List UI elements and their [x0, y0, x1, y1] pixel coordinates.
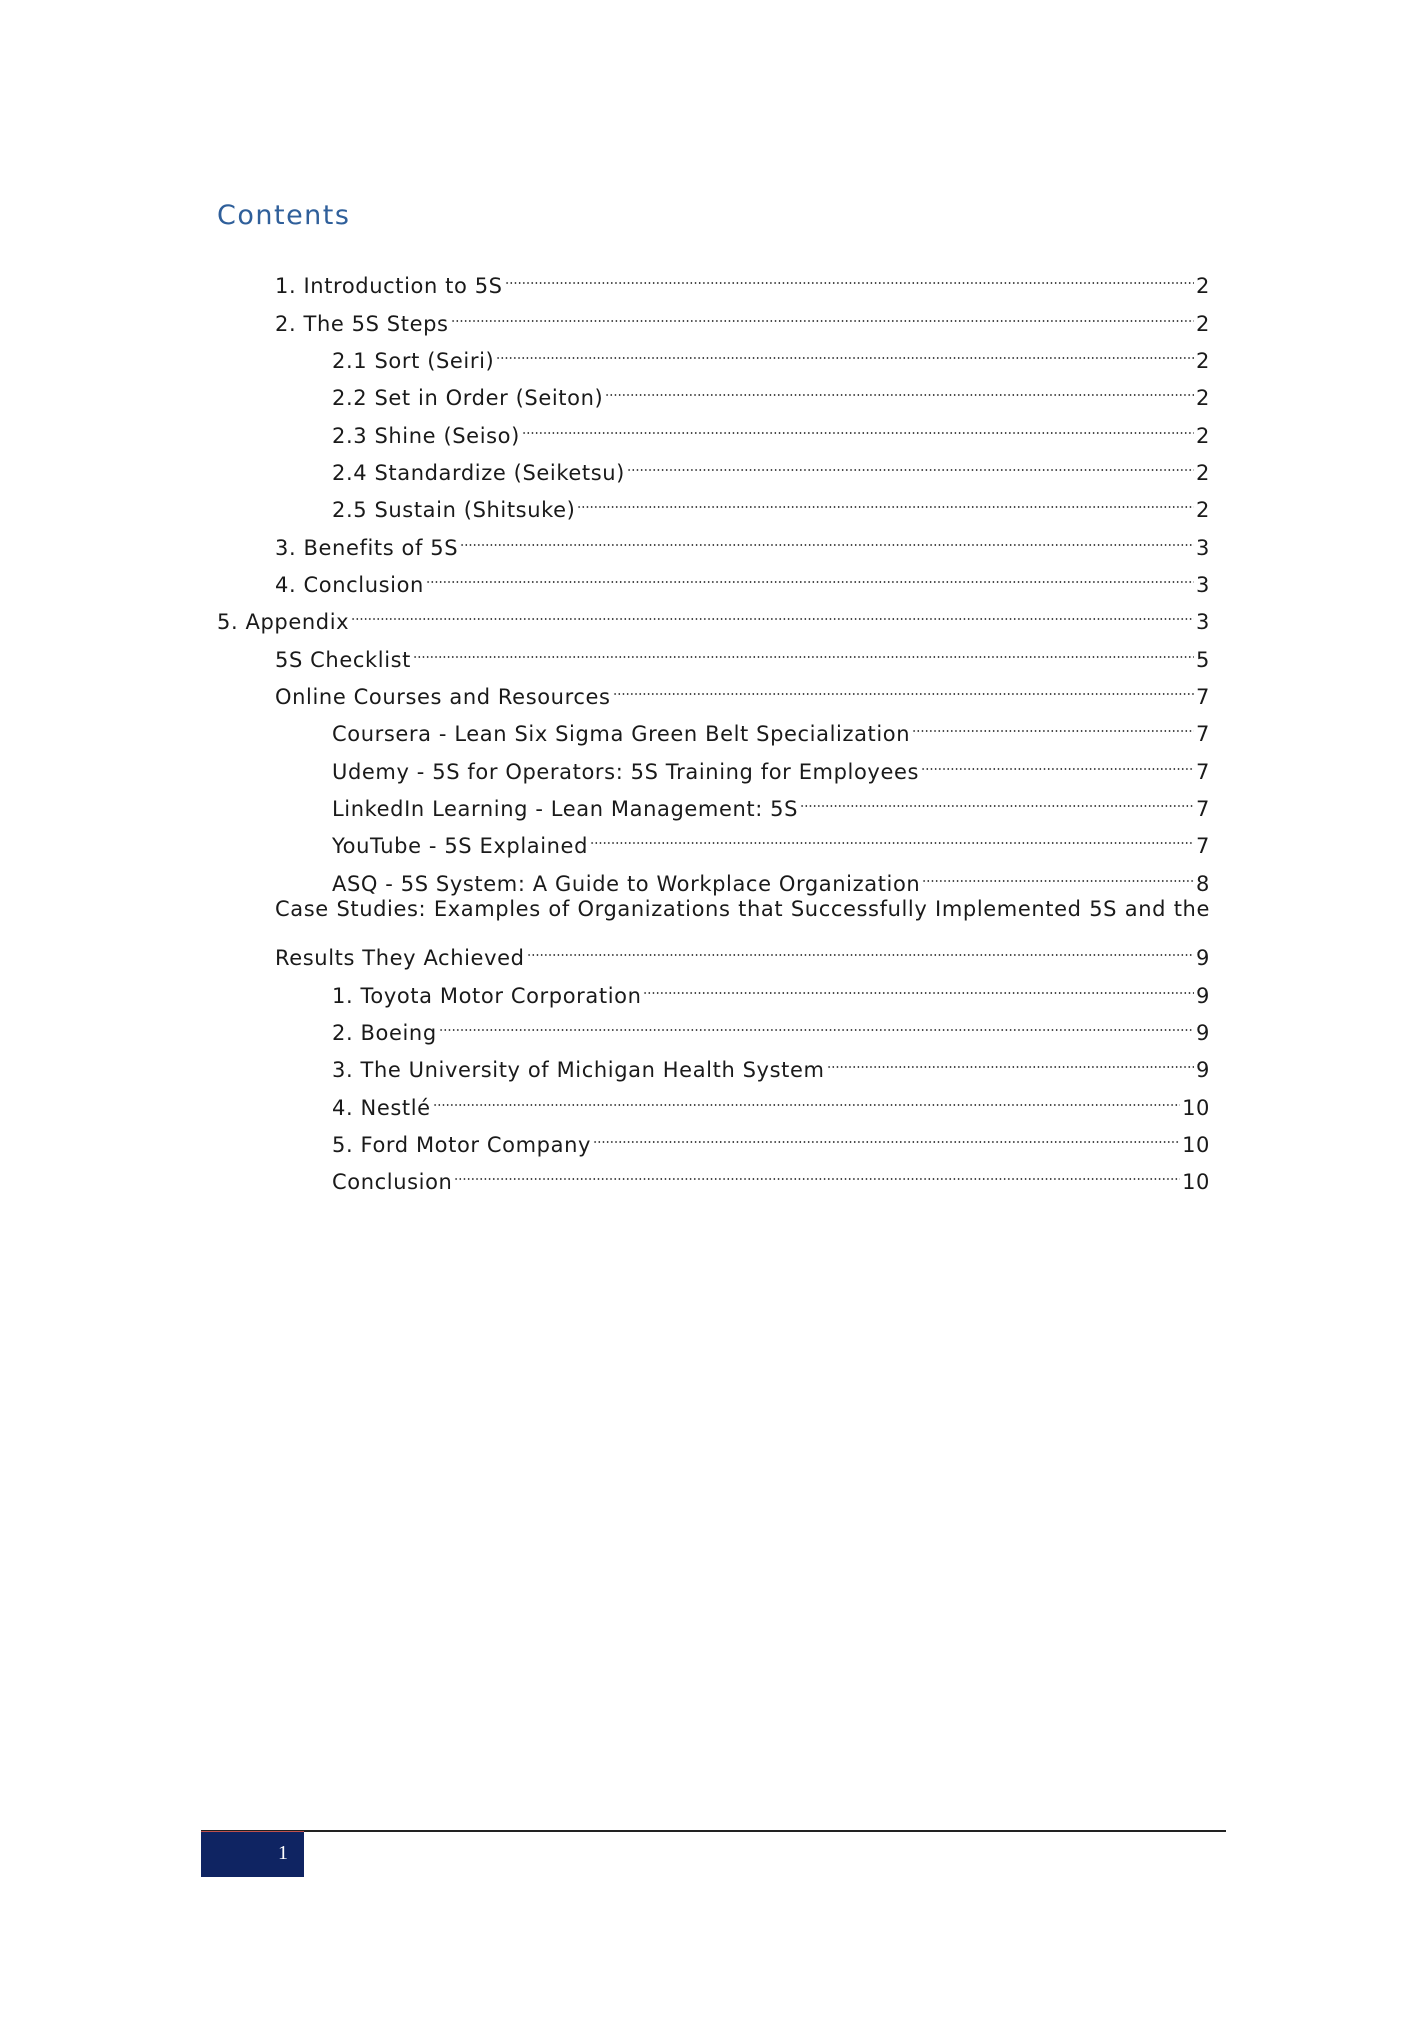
dot-leader [800, 779, 1194, 816]
toc-entry-label: 1. Toyota Motor Corporation [332, 983, 642, 1008]
dot-leader [605, 368, 1194, 405]
toc-entry-umich-health[interactable] [217, 1040, 1210, 1083]
dot-leader [439, 1003, 1194, 1040]
toc-entry-page: 9 [1196, 983, 1210, 1008]
toc-entry-page: 7 [1196, 796, 1210, 821]
dot-leader [577, 480, 1194, 517]
dot-leader [921, 741, 1194, 778]
toc-entry-page: 2 [1196, 311, 1210, 336]
toc-entry-label: 4. Conclusion [275, 572, 424, 597]
toc-entry-asq[interactable] [217, 853, 1210, 896]
footer-rule [201, 1830, 1226, 1832]
toc-entry-label: Udemy - 5S for Operators: 5S Training for Employees [332, 759, 920, 784]
toc-entry-label: 3. Benefits of 5S [275, 535, 459, 560]
toc-entry-label: Conclusion [332, 1170, 453, 1195]
toc-entry-label: 2.3 Shine (Seiso) [332, 423, 520, 448]
toc-entry-page: 9 [1196, 1058, 1210, 1083]
toc-entry-label: 2. The 5S Steps [275, 311, 449, 336]
toc-entry-label: 3. The University of Michigan Health System [332, 1058, 825, 1083]
dot-leader [460, 517, 1194, 554]
dot-leader [433, 1077, 1180, 1114]
dot-leader [451, 293, 1194, 330]
toc-entry-label: 2.2 Set in Order (Seiton) [332, 386, 604, 411]
dot-leader [643, 965, 1194, 1002]
dot-leader [522, 405, 1194, 442]
toc-entry-label: 2.1 Sort (Seiri) [332, 348, 495, 373]
toc-entry-label: 5. Appendix [217, 610, 350, 635]
toc-entry-case-conclusion[interactable] [217, 1152, 1210, 1195]
toc-entry-page: 10 [1182, 1170, 1210, 1195]
toc-entry-page: 7 [1196, 722, 1210, 747]
toc-entry-label: 2.4 Standardize (Seiketsu) [332, 460, 625, 485]
toc-entry-page: 3 [1196, 610, 1210, 635]
dot-leader [454, 1152, 1180, 1189]
toc-entry-page: 3 [1196, 572, 1210, 597]
toc-entry-label: 2. Boeing [332, 1020, 437, 1045]
table-of-contents [217, 256, 1210, 1195]
toc-entry-case-studies-line1[interactable] [217, 891, 1210, 928]
toc-entry-ford[interactable] [217, 1115, 1210, 1157]
toc-title: Contents [217, 200, 351, 231]
toc-entry-shine[interactable] [217, 405, 1210, 448]
toc-entry-label: 5. Ford Motor Company [332, 1132, 592, 1157]
toc-entry-5s-steps[interactable] [217, 293, 1210, 336]
page-number: 1 [278, 1842, 288, 1864]
toc-entry-case-studies[interactable] [217, 928, 1210, 971]
toc-entry-label: 1. Introduction to 5S [275, 274, 503, 299]
toc-entry-page: 2 [1196, 386, 1210, 411]
toc-entry-online-courses[interactable] [217, 667, 1210, 709]
dot-leader [590, 816, 1194, 853]
dot-leader [351, 592, 1194, 629]
footer-page-box [201, 1831, 304, 1877]
toc-entry-page: 3 [1196, 535, 1210, 560]
toc-entry-introduction[interactable] [217, 256, 1210, 299]
toc-entry-page: 2 [1196, 423, 1210, 448]
toc-entry-label: Results They Achieved [275, 946, 525, 971]
dot-leader [627, 443, 1194, 480]
toc-entry-label: YouTube - 5S Explained [332, 834, 589, 859]
toc-entry-label: Case Studies: Examples of Organizations that Successfully Implemented 5S and the [275, 896, 1210, 921]
toc-entry-appendix[interactable] [217, 592, 1210, 635]
toc-entry-nestle[interactable] [217, 1077, 1210, 1120]
toc-entry-label: 5S Checklist [275, 647, 412, 672]
toc-entry-sustain[interactable] [217, 480, 1210, 523]
toc-entry-page: 7 [1196, 759, 1210, 784]
toc-entry-page: 2 [1196, 460, 1210, 485]
toc-entry-page: 9 [1196, 1020, 1210, 1045]
toc-entry-conclusion[interactable] [217, 555, 1210, 597]
toc-entry-page: 7 [1196, 834, 1210, 859]
toc-entry-page: 5 [1196, 647, 1210, 672]
dot-leader [413, 629, 1194, 666]
dot-leader [426, 555, 1194, 592]
toc-entry-page: 2 [1196, 274, 1210, 299]
dot-leader [505, 256, 1194, 293]
toc-entry-page: 2 [1196, 498, 1210, 523]
toc-entry-label: LinkedIn Learning - Lean Management: 5S [332, 796, 799, 821]
dot-leader [613, 667, 1194, 704]
toc-entry-sort[interactable] [217, 331, 1210, 373]
toc-entry-label: 4. Nestlé [332, 1095, 431, 1120]
toc-entry-page: 2 [1196, 348, 1210, 373]
toc-entry-label: Online Courses and Resources [275, 684, 611, 709]
dot-leader [527, 928, 1194, 965]
toc-entry-coursera[interactable] [217, 704, 1210, 747]
toc-entry-benefits[interactable] [217, 517, 1210, 560]
toc-entry-linkedin-learning[interactable] [217, 779, 1210, 821]
toc-entry-page: 10 [1182, 1095, 1210, 1120]
toc-entry-label: Coursera - Lean Six Sigma Green Belt Specialization [332, 722, 911, 747]
toc-entry-page: 9 [1196, 946, 1210, 971]
toc-entry-udemy[interactable] [217, 741, 1210, 784]
dot-leader [827, 1040, 1194, 1077]
toc-entry-page: 7 [1196, 684, 1210, 709]
toc-entry-standardize[interactable] [217, 443, 1210, 485]
toc-entry-toyota[interactable] [217, 965, 1210, 1008]
dot-leader [912, 704, 1194, 741]
toc-entry-5s-checklist[interactable] [217, 629, 1210, 672]
toc-entry-boeing[interactable] [217, 1003, 1210, 1045]
toc-entry-page: 10 [1182, 1132, 1210, 1157]
dot-leader [593, 1115, 1180, 1152]
toc-entry-label: 2.5 Sustain (Shitsuke) [332, 498, 576, 523]
dot-leader [496, 331, 1194, 368]
toc-entry-label: ASQ - 5S System: A Guide to Workplace Organization [332, 871, 921, 896]
toc-entry-set-in-order[interactable] [217, 368, 1210, 411]
dot-leader [922, 853, 1194, 890]
toc-entry-page: 8 [1196, 871, 1210, 896]
toc-entry-youtube[interactable] [217, 816, 1210, 859]
